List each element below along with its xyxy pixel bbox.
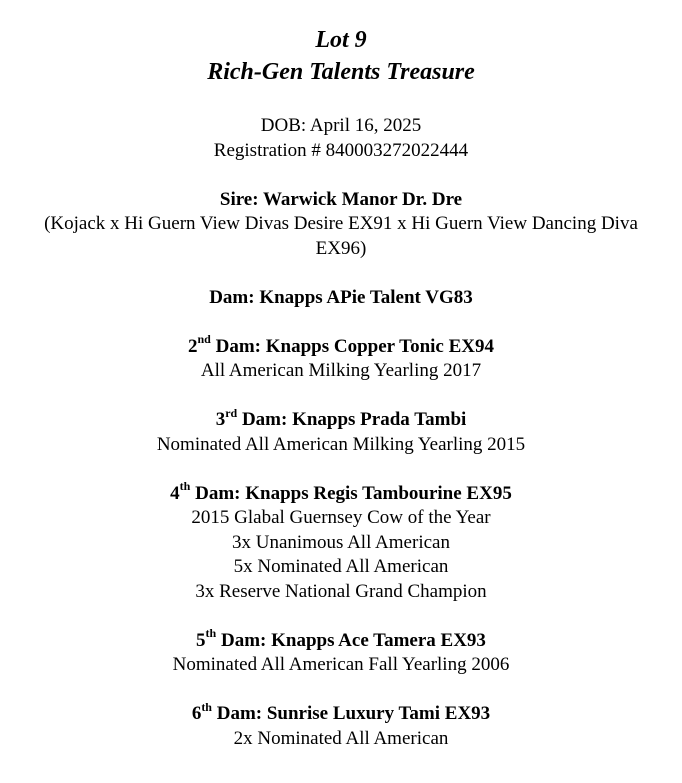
dam-name: Dam: Knapps Ace Tamera EX93 <box>216 629 486 651</box>
dam-name: Dam: Sunrise Luxury Tami EX93 <box>211 703 491 724</box>
achievement-note: 3x Unanimous All American <box>232 531 450 553</box>
ancestor-dam-label <box>0 479 682 507</box>
ancestor-dam-section <box>0 479 682 605</box>
ancestor-dam-label <box>0 626 682 654</box>
animal-info <box>0 114 682 163</box>
achievement-note: 2x Nominated All American <box>233 727 449 749</box>
generation-suffix: nd <box>197 332 211 347</box>
sire-pedigree: (Kojack x Hi Guern View Divas Desire EX91 x Hi Guern View Dancing Diva EX96) <box>44 213 638 259</box>
achievement-note: Nominated All American Milking Yearling 2015 <box>156 433 526 455</box>
generation-suffix: rd <box>225 405 238 420</box>
ancestor-dam-section <box>0 626 682 678</box>
generation-number: 4 <box>170 482 180 504</box>
achievement-note: 5x Nominated All American <box>233 556 449 577</box>
ancestor-dam-section <box>0 699 682 751</box>
dam-name: Dam: Knapps Prada Tambi <box>237 409 467 430</box>
animal-name: Rich-Gen Talents Treasure <box>207 59 475 85</box>
generation-number: 5 <box>196 629 206 651</box>
dam-name: Dam: Knapps Copper Tonic EX94 <box>210 335 494 357</box>
achievement-note: Nominated All American Fall Yearling 2006 <box>172 654 510 675</box>
achievement-note: 2015 Glabal Guernsey Cow of the Year <box>191 507 491 528</box>
dam-name: Dam: Knapps Regis Tambourine EX95 <box>190 482 512 504</box>
dam-section <box>0 286 682 311</box>
ancestor-dam-section <box>0 405 682 457</box>
generation-number: 2 <box>188 335 198 357</box>
achievement-note: 3x Reserve National Grand Champion <box>195 580 487 602</box>
dob: DOB: April 16, 2025 <box>260 115 422 136</box>
generation-suffix: th <box>179 479 191 494</box>
generation-number: 3 <box>215 409 226 430</box>
sire-label: Sire: Warwick Manor Dr. Dre <box>219 188 463 210</box>
generation-suffix: th <box>205 626 217 641</box>
sire-section <box>0 188 682 262</box>
registration-number: Registration # 840003272022444 <box>213 139 469 161</box>
generation-number: 6 <box>191 703 202 724</box>
ancestor-dam-label <box>0 405 682 433</box>
achievement-note: All American Milking Yearling 2017 <box>200 360 482 381</box>
dam-label: Dam: Knapps APie Talent VG83 <box>209 286 473 308</box>
generation-suffix: th <box>201 699 212 714</box>
lot-number: Lot 9 <box>315 27 367 53</box>
ancestor-dam-label <box>0 332 682 360</box>
ancestor-dam-label <box>0 699 682 727</box>
ancestor-dam-section <box>0 332 682 384</box>
